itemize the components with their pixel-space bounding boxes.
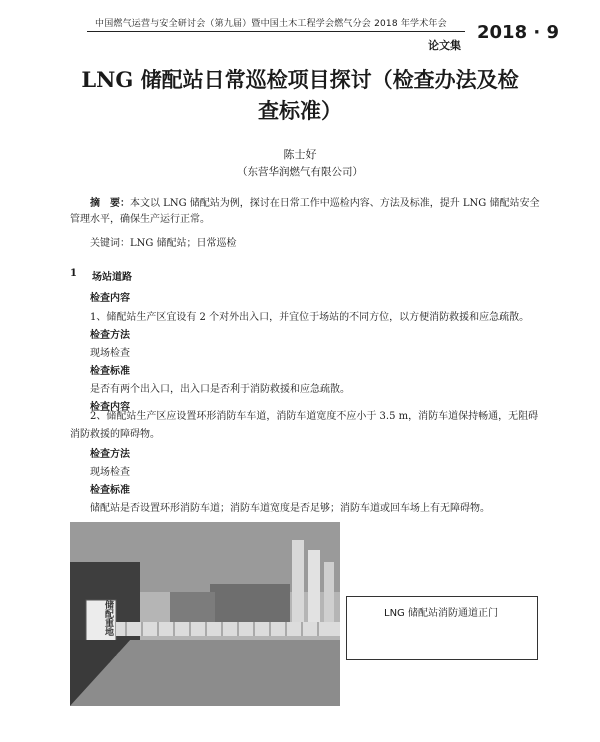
abstract-text: 本文以 LNG 储配站为例，探讨在日常工作中巡检内容、方法及标准，提升 LNG 储配站安全管理水平，确保生产运行正常。	[70, 198, 540, 225]
keywords-label: 关键词：	[90, 238, 130, 249]
header-rule	[87, 31, 465, 32]
title-line-1: LNG 储配站日常巡检项目探讨（检查办法及检	[81, 67, 519, 92]
paper-title	[60, 64, 540, 126]
item2-content-heading: 检查内容	[90, 402, 130, 413]
item2-content: 2、储配站生产区应设置环形消防车车道，消防车道宽度不应小于 3.5 m，消防车道保持畅通，无阻碍消防救援的障碍物。	[70, 411, 539, 440]
author: 陈士好	[283, 148, 317, 161]
figure-caption: LNG 储配站消防通道正门	[384, 608, 498, 619]
item2-standard-heading: 检查标准	[90, 485, 130, 496]
issue-number: 2018 · 9	[477, 22, 559, 43]
section-number: 1	[70, 268, 77, 279]
item1-method-heading: 检查方法	[90, 330, 130, 341]
item2-method: 现场检查	[90, 467, 130, 478]
station-gate-photo	[70, 522, 340, 706]
item2-standard: 储配站是否设置环形消防车道；消防车道宽度是否足够；消防车道或回车场上有无障碍物。	[90, 503, 490, 514]
abstract-label: 摘 要：	[90, 198, 130, 209]
title-line-2: 查标准）	[258, 98, 342, 123]
item1-method: 现场检查	[90, 348, 130, 359]
item2-method-heading: 检查方法	[90, 449, 130, 460]
conference-header: 中国燃气运营与安全研讨会（第九届）暨中国土木工程学会燃气分会 2018 年学术年会	[95, 19, 447, 29]
affiliation: （东营华润燃气有限公司）	[237, 166, 363, 178]
section-title: 场站道路	[92, 272, 132, 283]
item1-content-heading: 检查内容	[90, 293, 130, 304]
keywords-text: LNG 储配站；日常巡检	[130, 238, 237, 249]
abstract	[70, 196, 540, 228]
gate-sign: 储配重地	[103, 600, 113, 636]
item1-content: 1、储配站生产区宜设有 2 个对外出入口，并宜位于场站的不同方位，以方便消防救援和应急疏散。	[90, 312, 530, 323]
item1-standard: 是否有两个出入口，出入口是否利于消防救援和应急疏散。	[90, 384, 350, 395]
keywords	[90, 234, 237, 249]
item1-standard-heading: 检查标准	[90, 366, 130, 377]
section-label: 论文集	[428, 39, 461, 52]
